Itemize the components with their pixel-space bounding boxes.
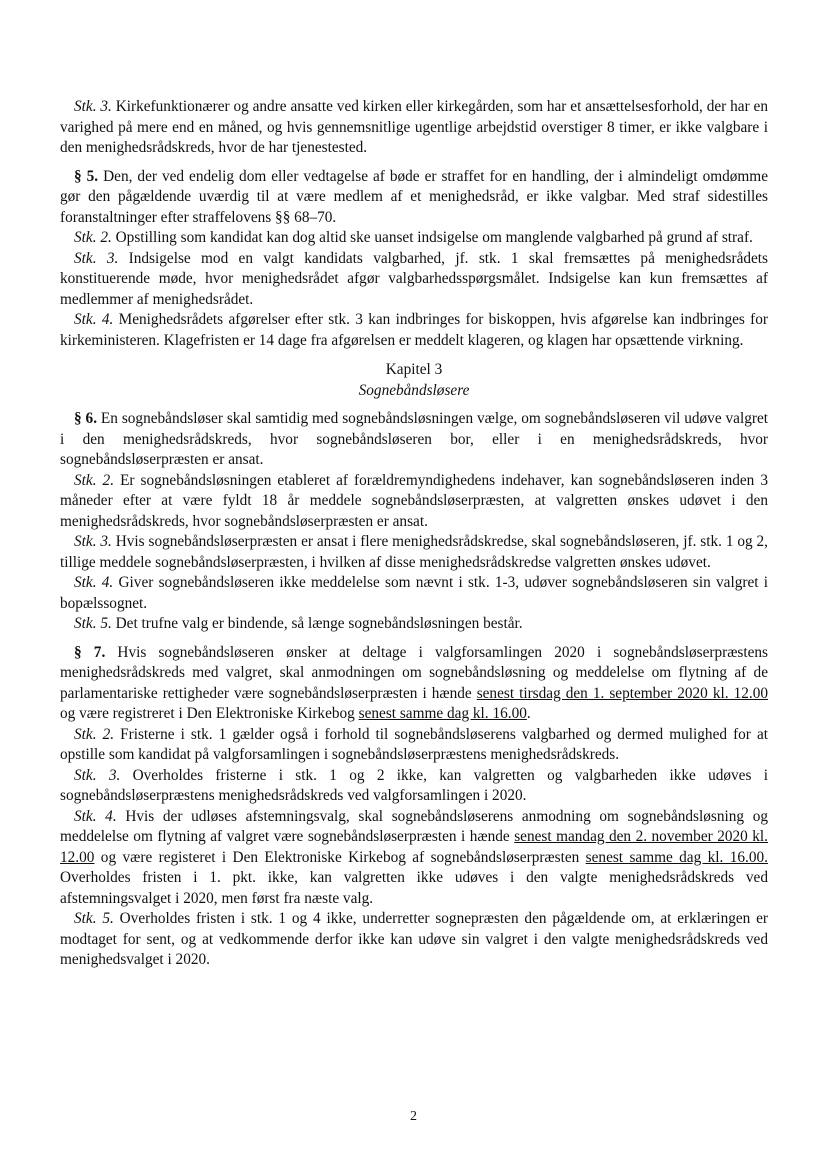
s6-stk4-paragraph — [60, 573, 768, 614]
s6-stk3-paragraph — [60, 532, 768, 573]
deadline-text: senest mandag den 2. november 2020 kl. 12.00 — [60, 828, 769, 866]
stk-label: Stk. 2. — [74, 229, 112, 246]
paragraph-text: Indsigelse mod en valgt kandidats valgbarhed, jf. stk. 1 skal fremsættes på menighedsrådets konstituerende møde, hvor menighedsrådet afgør valgbarhedsspørgsmålet. Indsigelse kan kun fremsættes af medlemmer af menighedsrådet. — [60, 249, 768, 308]
paragraph-text: Opstilling som kandidat kan dog altid ske uanset indsigelse om manglende valgbarhed på grund af straf. — [111, 229, 753, 246]
page-number: 2 — [410, 1109, 417, 1124]
s5-paragraph — [60, 167, 768, 229]
s7-stk5-paragraph — [60, 909, 768, 971]
s7-stk3-paragraph — [60, 766, 768, 807]
stk-label: Stk. 3. — [74, 533, 112, 550]
s5-stk2-paragraph — [60, 228, 768, 249]
paragraph-text: Kirkefunktionærer og andre ansatte ved kirken eller kirkegården, som har et ansættelsesforhold, der har en varighed på mere end en måned, og hvis gennemsnitlige ugentlige arbejdstid overstiger 8 timer, er ikke valgbare i den menighedsrådskreds, hvor de har tjenestested. — [60, 98, 768, 156]
paragraph-text: Det trufne valg er bindende, så længe sognebåndsløsningen består. — [111, 615, 523, 632]
paragraph-text: Den, der ved endelig dom eller vedtagelse af bøde er straffet for en handling, der i almindeligt omdømme gør den pågældende uværdig til at være medlem af et menighedsråd, er ikke valgbar. Med straf sidestilles foranstaltninger efter straffelovens §§ 68–70. — [60, 167, 768, 226]
section-label: § 5. — [74, 167, 99, 185]
paragraph-text: Menighedsrådets afgørelser efter stk. 3 kan indbringes for biskoppen, hvis afgørelse kan indbringes for kirkeministeren. Klagefristen er 14 dage fra afgørelsen er meddelt klageren, og klagen har opsættende virkning. — [60, 311, 768, 349]
s6-stk2-paragraph — [60, 471, 768, 533]
s5-stk3-paragraph — [60, 249, 768, 311]
paragraph-text: Er sognebåndsløsningen etableret af forældremyndighedens indehaver, kan sognebåndsløseren inden 3 måneder efter at være fyldt 18 år meddele sognebåndsløserpræsten, at valgretten ønskes udøvet i den menighedsrådskreds, hvor sognebåndsløserpræsten er ansat. — [60, 471, 769, 530]
paragraph-text: Giver sognebåndsløseren ikke meddelelse som nævnt i stk. 1-3, udøver sognebåndsløseren sin valgret i bopælssognet. — [60, 574, 768, 612]
s5-stk4-paragraph — [60, 310, 768, 351]
stk-label: Stk. 4. — [74, 574, 114, 591]
paragraph-text: Fristerne i stk. 1 gælder også i forhold til sognebåndsløserens valgbarhed og dermed mulighed for at opstille som kandidat på valgforsamlingen i sognebåndsløserpræstens menighedsrådskreds. — [60, 725, 769, 763]
paragraph-text: . — [526, 705, 531, 722]
stk-label: Stk. 4. — [74, 311, 114, 328]
deadline-text: senest samme dag kl. 16.00 — [358, 705, 527, 722]
chapter-number: Kapitel 3 — [385, 361, 443, 378]
paragraph-text: Overholdes fristen i stk. 1 og 4 ikke, underretter sognepræsten den pågældende om, at erklæringen er modtaget for sent, og at vedkommende derfor ikke kan udøve sin valgret i den valgte menighedsrådskreds ved menighedsvalget i 2020. — [60, 910, 769, 968]
paragraph-text: Hvis sognebåndsløserpræsten er ansat i flere menighedsrådskredse, skal sognebåndsløseren, jf. stk. 1 og 2, tillige meddele sognebåndsløserpræsten, i hvilken af disse menighedsrådskredse valgretten ønskes udøvet. — [60, 533, 768, 571]
s7-paragraph — [60, 643, 768, 725]
stk-label: Stk. 4. — [74, 807, 117, 825]
stk-label: Stk. 5. — [74, 615, 112, 632]
document-page — [60, 97, 768, 971]
s7-stk2-paragraph — [60, 725, 768, 766]
paragraph-text: Hvis sognebåndsløseren ønsker at deltage i valgforsamlingen 2020 i sognebåndsløserpræstens menighedsrådskreds med valgret, skal anmodningen om sognebåndsløsning og meddelelse om flytning af de parlamentariske rettigheder være sognebåndsløserpræsten i hænde — [60, 643, 769, 702]
stk-label: Stk. 3. — [74, 98, 112, 115]
s7-stk4-paragraph — [60, 807, 768, 910]
stk-label: Stk. 2. — [74, 471, 115, 489]
deadline-text: senest tirsdag den 1. september 2020 kl. 12.00 — [476, 684, 768, 702]
chapter-title: Sognebåndsløsere — [358, 381, 470, 399]
stk-label: Stk. 5. — [74, 910, 114, 927]
stk-label: Stk. 3. — [74, 249, 119, 267]
paragraph-text: Overholdes fristen i 1. pkt. ikke, kan valgretten ikke udøves i den valgte menighedsrådskreds ved afstemningsvalget i 2020, men først fra næste valg. — [60, 869, 768, 907]
paragraph-text: En sognebåndsløser skal samtidig med sognebåndsløsningen vælge, om sognebåndsløseren vil udøve valgret i den menighedsrådskreds, hvor sognebåndsløseren bor, eller i en menighedsrådskreds, hvor sognebåndsløserpræsten er ansat. — [60, 410, 768, 468]
paragraph-text: og være registreret i Den Elektroniske Kirkebog — [60, 705, 359, 722]
s4-stk3-paragraph — [60, 97, 768, 159]
stk-label: Stk. 2. — [74, 725, 115, 743]
paragraph-text: Overholdes fristerne i stk. 1 og 2 ikke, kan valgretten og valgbarheden ikke udøves i sognebåndsløserpræstens menighedsrådskreds ved valgforsamlingen i 2020. — [60, 766, 768, 804]
s6-paragraph — [60, 409, 768, 471]
section-label: § 7. — [74, 643, 106, 661]
s6-stk5-paragraph — [60, 614, 768, 635]
paragraph-text: og være registeret i Den Elektroniske Kirkebog af sognebåndsløserpræsten — [94, 848, 586, 866]
deadline-text: senest samme dag kl. 16.00. — [585, 848, 768, 866]
stk-label: Stk. 3. — [74, 766, 121, 784]
section-label: § 6. — [74, 410, 98, 427]
paragraph-text: Hvis der udløses afstemningsvalg, skal sognebåndsløserens anmodning om sognebåndsløsning og meddelelse om flytning af valgret være sognebåndsløserpræsten i hænde — [60, 807, 768, 845]
